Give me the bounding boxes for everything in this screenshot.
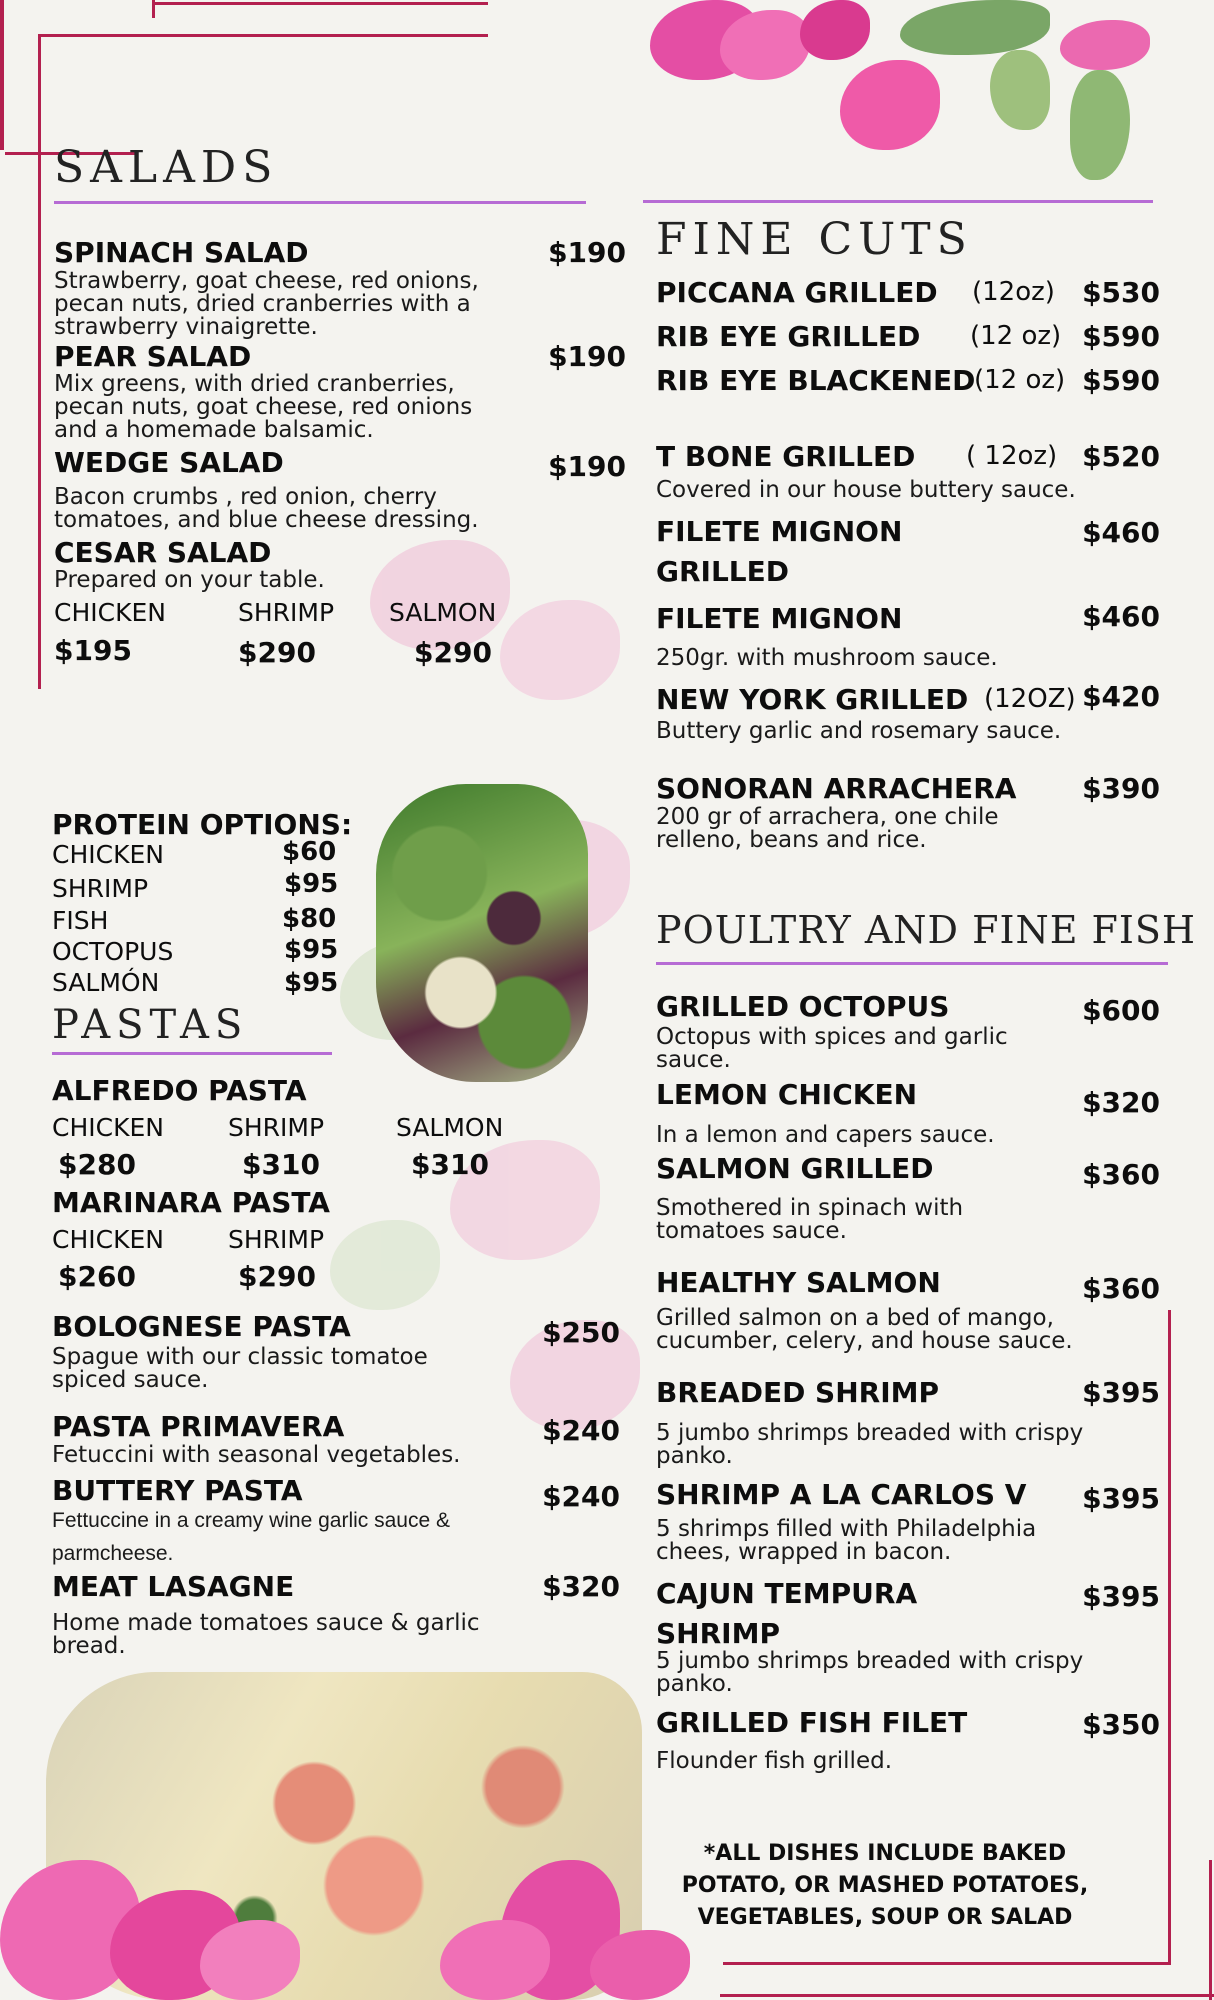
protein-label: FISH [52,906,109,935]
grilled-fish-filet-desc: Flounder fish grilled. [656,1748,893,1774]
salads-rule [54,201,586,204]
flowers-bottom-left-decoration [0,1850,320,2000]
pasta-primavera-desc: Fetuccini with seasonal vegetables. [52,1442,461,1468]
protein-label: CHICKEN [52,840,164,869]
piccana-grilled-price: $530 [1082,276,1160,309]
protein-options-title: PROTEIN OPTIONS: [52,808,353,841]
grilled-fish-filet-name: GRILLED FISH FILET [656,1706,968,1739]
new-york-grilled-size: (12OZ) [984,684,1076,714]
bolognese-pasta-price: $250 [542,1316,620,1349]
spinach-salad-name: SPINACH SALAD [54,236,309,269]
fine-cuts-rule [643,200,1153,203]
pear-salad-name: PEAR SALAD [54,340,252,373]
rib-eye-grilled-size: (12 oz) [970,321,1062,351]
salmon-grilled-desc: Smothered in spinach with tomatoes sauce. [656,1195,964,1244]
pastas-rule [52,1052,332,1055]
lemon-chicken-name: LEMON CHICKEN [656,1078,918,1111]
alfredo-option-price: $280 [58,1148,136,1181]
healthy-salmon-price: $360 [1082,1272,1160,1305]
poultry-fish-title: POULTRY AND FINE FISH [656,908,1197,952]
frame-line [38,34,488,37]
sonoran-arrachera-desc: 200 gr of arrachera, one chile relleno, beans and rice. [656,804,999,853]
rib-eye-grilled-name: RIB EYE GRILLED [656,320,921,353]
spinach-salad-price: $190 [548,236,626,269]
t-bone-grilled-desc: Covered in our house buttery sauce. [656,477,1076,503]
healthy-salmon-name: HEALTHY SALMON [656,1266,941,1299]
lemon-chicken-price: $320 [1082,1086,1160,1119]
buttery-pasta-desc: Fettuccine in a creamy wine garlic sauce & parmcheese. [52,1509,451,1565]
cesar-option-price: $290 [238,636,316,669]
cesar-salad-desc: Prepared on your table. [54,567,325,593]
buttery-pasta-price: $240 [542,1480,620,1513]
marinara-option-label: CHICKEN [52,1225,164,1254]
marinara-option-price: $260 [58,1260,136,1293]
grilled-fish-filet-price: $350 [1082,1708,1160,1741]
cesar-salad-name: CESAR SALAD [54,536,272,569]
pasta-primavera-price: $240 [542,1414,620,1447]
pear-salad-desc: Mix greens, with dried cranberries, pecan nuts, goat cheese, red onions and a homemade balsamic. [54,371,473,443]
alfredo-option-label: SHRIMP [228,1113,325,1142]
marinara-option-label: SHRIMP [228,1225,325,1254]
salmon-grilled-name: SALMON GRILLED [656,1152,934,1185]
grilled-octopus-name: GRILLED OCTOPUS [656,990,950,1023]
footer-note: *ALL DISHES INCLUDE BAKED POTATO, OR MASHED POTATOES, VEGETABLES, SOUP OR SALAD [681,1841,1089,1930]
filete-mignon-grilled-price: $460 [1082,516,1160,549]
wedge-salad-price: $190 [548,450,626,483]
protein-price: $95 [284,935,339,965]
alfredo-option-label: SALMON [396,1113,504,1142]
protein-price: $80 [282,904,337,934]
salmon-grilled-price: $360 [1082,1158,1160,1191]
frame-line [1168,1310,1171,1965]
marinara-pasta-name: MARINARA PASTA [52,1186,330,1219]
spinach-salad-desc: Strawberry, goat cheese, red onions, pecan nuts, dried cranberries with a strawberry vinaigrette. [54,268,479,340]
wedge-salad-desc: Bacon crumbs , red onion, cherry tomatoes, and blue cheese dressing. [54,484,479,533]
frame-line [152,2,488,5]
frame-line [723,1962,1171,1965]
alfredo-option-label: CHICKEN [52,1113,164,1142]
filete-mignon-desc: 250gr. with mushroom sauce. [656,645,998,671]
piccana-grilled-size: (12oz) [972,277,1055,307]
shrimp-carlos-v-name: SHRIMP A LA CARLOS V [656,1478,1027,1511]
cesar-option-label: SALMON [389,598,497,627]
alfredo-pasta-name: ALFREDO PASTA [52,1074,307,1107]
pastas-title: PASTAS [52,1002,249,1048]
protein-price: $60 [282,837,337,867]
healthy-salmon-desc: Grilled salmon on a bed of mango, cucumber, celery, and house sauce. [656,1305,1073,1354]
buttery-pasta-name: BUTTERY PASTA [52,1474,303,1507]
fine-cuts-title: FINE CUTS [656,214,973,265]
protein-label: SALMÓN [52,968,160,997]
bolognese-pasta-desc: Spague with our classic tomatoe spiced sauce. [52,1344,428,1393]
cesar-option-label: SHRIMP [238,598,335,627]
breaded-shrimp-desc: 5 jumbo shrimps breaded with crispy panko. [656,1420,1084,1469]
filete-mignon-grilled-name: FILETE MIGNON GRILLED [656,515,903,588]
breaded-shrimp-price: $395 [1082,1376,1160,1409]
filete-mignon-name: FILETE MIGNON [656,602,903,635]
frame-line [0,0,4,150]
protein-price: $95 [284,869,339,899]
alfredo-option-price: $310 [242,1148,320,1181]
rib-eye-grilled-price: $590 [1082,320,1160,353]
protein-price: $95 [284,968,339,998]
grilled-octopus-price: $600 [1082,994,1160,1027]
pasta-primavera-name: PASTA PRIMAVERA [52,1410,345,1443]
piccana-grilled-name: PICCANA GRILLED [656,276,938,309]
new-york-grilled-desc: Buttery garlic and rosemary sauce. [656,718,1062,744]
filete-mignon-price: $460 [1082,600,1160,633]
meat-lasagne-price: $320 [542,1570,620,1603]
t-bone-grilled-price: $520 [1082,440,1160,473]
meat-lasagne-desc: Home made tomatoes sauce & garlic bread. [52,1610,480,1659]
breaded-shrimp-name: BREADED SHRIMP [656,1376,940,1409]
cajun-tempura-shrimp-name: CAJUN TEMPURA SHRIMP [656,1577,918,1650]
poultry-fish-rule [656,962,1168,965]
rib-eye-blackened-name: RIB EYE BLACKENED [656,364,976,397]
cesar-option-price: $290 [414,636,492,669]
cesar-option-label: CHICKEN [54,598,166,627]
alfredo-option-price: $310 [411,1148,489,1181]
frame-line [38,34,41,689]
flowers-top-decoration [640,0,1214,200]
rib-eye-blackened-size: (12 oz) [974,365,1066,395]
salad-photo [376,784,588,1082]
marinara-option-price: $290 [238,1260,316,1293]
t-bone-grilled-size: ( 12oz) [966,441,1058,471]
protein-label: OCTOPUS [52,937,174,966]
sonoran-arrachera-price: $390 [1082,772,1160,805]
cesar-option-price: $195 [54,634,132,667]
frame-line [720,1994,1214,1997]
new-york-grilled-name: NEW YORK GRILLED [656,683,969,716]
t-bone-grilled-name: T BONE GRILLED [656,440,916,473]
pear-salad-price: $190 [548,340,626,373]
meat-lasagne-name: MEAT LASAGNE [52,1570,295,1603]
sonoran-arrachera-name: SONORAN ARRACHERA [656,772,1017,805]
cajun-tempura-shrimp-desc: 5 jumbo shrimps breaded with crispy panko. [656,1648,1084,1697]
shrimp-carlos-v-price: $395 [1082,1482,1160,1515]
cajun-tempura-shrimp-price: $395 [1082,1580,1160,1613]
bolognese-pasta-name: BOLOGNESE PASTA [52,1310,351,1343]
shrimp-carlos-v-desc: 5 shrimps filled with Philadelphia chees, wrapped in bacon. [656,1516,1037,1565]
protein-label: SHRIMP [52,874,149,903]
lemon-chicken-desc: In a lemon and capers sauce. [656,1122,995,1148]
rib-eye-blackened-price: $590 [1082,364,1160,397]
salads-title: SALADS [54,142,279,193]
wedge-salad-name: WEDGE SALAD [54,446,284,479]
grilled-octopus-desc: Octopus with spices and garlic sauce. [656,1024,1008,1073]
frame-line [1209,1860,1212,2000]
new-york-grilled-price: $420 [1082,680,1160,713]
